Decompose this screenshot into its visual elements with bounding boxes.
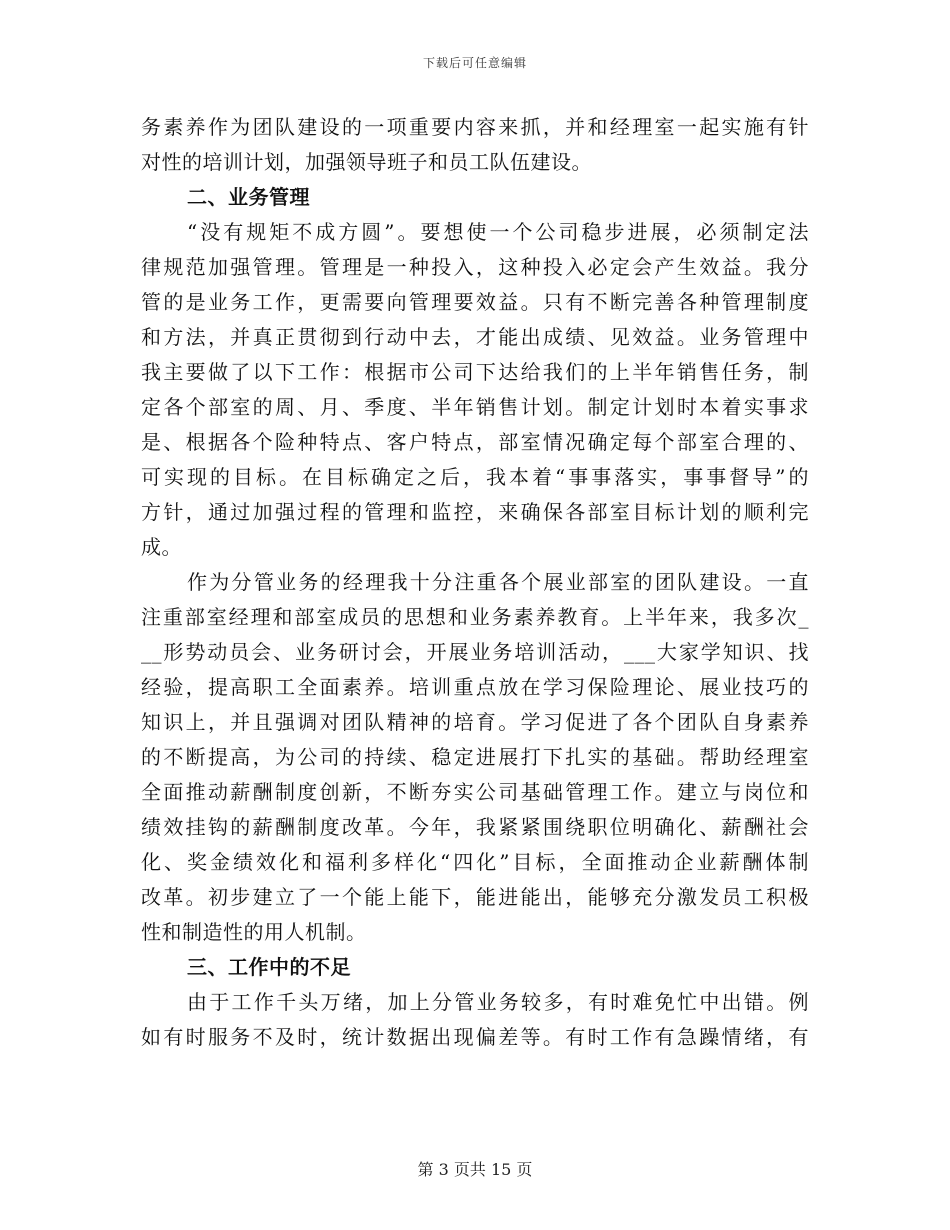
text-line: 务素养作为团队建设的一项重要内容来抓，并和经理室一起实施有针 (141, 115, 809, 139)
text-line: “没有规矩不成方圆”。要想使一个公司稳步进展，必须制定法 (187, 220, 809, 244)
document-body (141, 110, 809, 1055)
text-line: 和方法，并真正贯彻到行动中去，才能出成绩、见效益。业务管理中 (141, 325, 809, 349)
page-number: 第 3 页共 15 页 (417, 1160, 533, 1179)
text-line: 作为分管业务的经理我十分注重各个展业部室的团队建设。一直 (187, 570, 809, 594)
text-line: 律规范加强管理。管理是一种投入，这种投入必定会产生效益。我分 (141, 255, 809, 279)
page-header-note: 下载后可任意编辑 (422, 56, 527, 70)
section-heading: 三、工作中的不足 (187, 955, 351, 979)
text-line: 注重部室经理和部室成员的思想和业务素养教育。上半年来，我多次_ (141, 605, 809, 629)
text-line: 性和制造性的用人机制。 (141, 920, 367, 944)
text-line: __形势动员会、业务研讨会，开展业务培训活动，___大家学知识、找 (141, 640, 809, 664)
text-line: 的不断提高，为公司的持续、稳定进展打下扎实的基础。帮助经理室 (141, 745, 809, 769)
text-line: 可实现的目标。在目标确定之后，我本着“事事落实，事事督导”的 (141, 465, 809, 489)
text-line: 定各个部室的周、月、季度、半年销售计划。制定计划时本着实事求 (141, 395, 809, 419)
text-line: 由于工作千头万绪，加上分管业务较多，有时难免忙中出错。例 (187, 990, 809, 1014)
text-line: 全面推动薪酬制度创新，不断夯实公司基础管理工作。建立与岗位和 (141, 780, 809, 804)
text-line: 管的是业务工作，更需要向管理要效益。只有不断完善各种管理制度 (141, 290, 809, 314)
text-line: 方针，通过加强过程的管理和监控，来确保各部室目标计划的顺利完 (141, 500, 809, 524)
text-line: 绩效挂钩的薪酬制度改革。今年，我紧紧围绕职位明确化、薪酬社会 (141, 815, 809, 839)
text-line: 改革。初步建立了一个能上能下，能进能出，能够充分激发员工积极 (141, 885, 809, 909)
text-line: 经验，提高职工全面素养。培训重点放在学习保险理论、展业技巧的 (141, 675, 809, 699)
text-line: 成。 (141, 535, 182, 559)
section-heading: 二、业务管理 (187, 185, 310, 209)
text-line: 是、根据各个险种特点、客户特点，部室情况确定每个部室合理的、 (141, 430, 809, 454)
text-line: 知识上，并且强调对团队精神的培育。学习促进了各个团队自身素养 (141, 710, 809, 734)
text-line: 如有时服务不及时，统计数据出现偏差等。有时工作有急躁情绪，有 (141, 1025, 809, 1049)
text-line: 我主要做了以下工作：根据市公司下达给我们的上半年销售任务，制 (141, 360, 809, 384)
text-line: 对性的培训计划，加强领导班子和员工队伍建设。 (141, 150, 592, 174)
text-line: 化、奖金绩效化和福利多样化“四化”目标，全面推动企业薪酬体制 (141, 850, 809, 874)
